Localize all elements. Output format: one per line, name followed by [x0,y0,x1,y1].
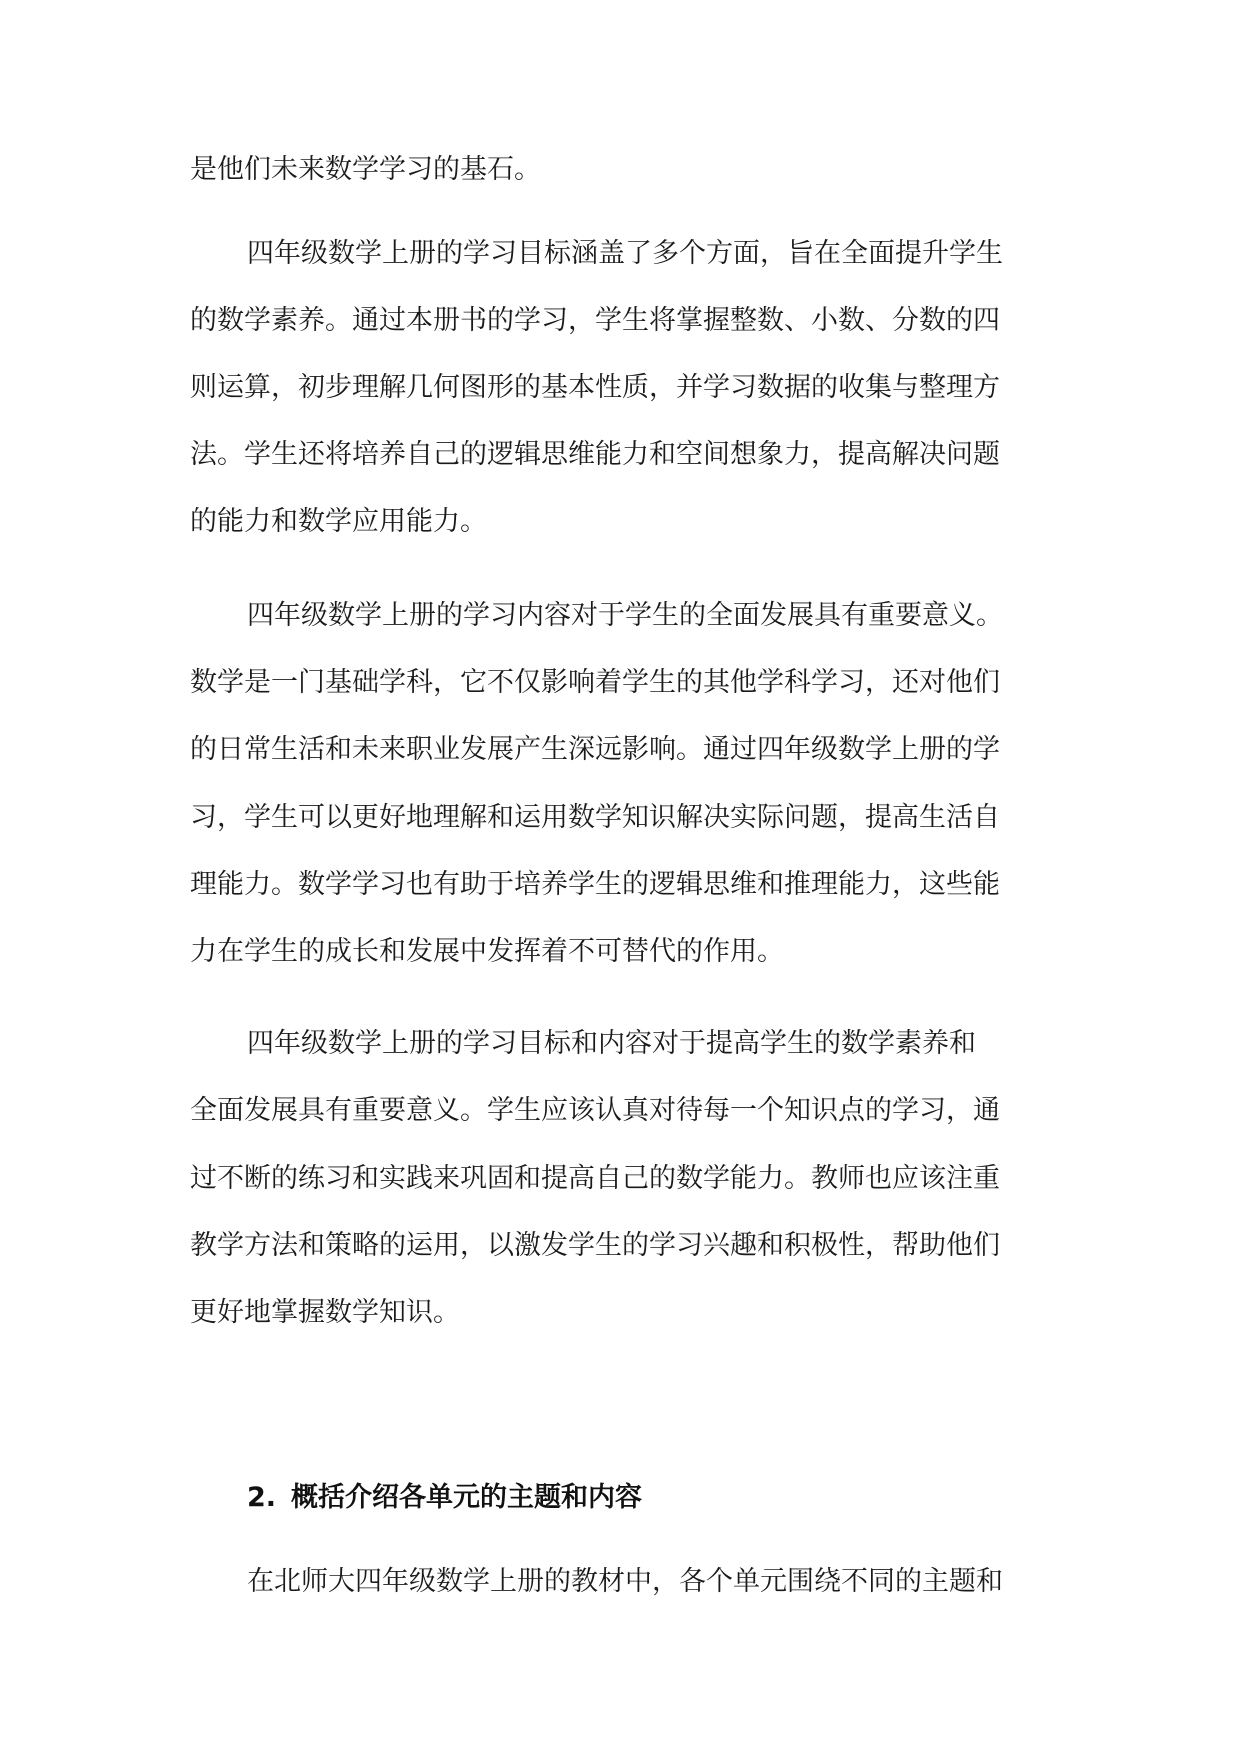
paragraph-line: 在北师大四年级数学上册的教材中，各个单元围绕不同的主题和 [247,1566,1003,1597]
paragraph-line: 四年级数学上册的学习目标和内容对于提高学生的数学素养和 [247,1028,976,1059]
paragraph-line: 教学方法和策略的运用，以激发学生的学习兴趣和积极性，帮助他们 [190,1230,1000,1261]
paragraph-line: 理能力。数学学习也有助于培养学生的逻辑思维和推理能力，这些能 [190,869,1000,900]
paragraph-line: 力在学生的成长和发展中发挥着不可替代的作用。 [190,936,784,967]
paragraph-line: 法。学生还将培养自己的逻辑思维能力和空间想象力，提高解决问题 [190,439,1000,470]
paragraph-line: 四年级数学上册的学习目标涵盖了多个方面，旨在全面提升学生 [247,238,1003,269]
paragraph-line: 的日常生活和未来职业发展产生深远影响。通过四年级数学上册的学 [190,734,1000,765]
paragraph-line: 四年级数学上册的学习内容对于学生的全面发展具有重要意义。 [247,600,1003,631]
paragraph-line: 过不断的练习和实践来巩固和提高自己的数学能力。教师也应该注重 [190,1163,1000,1194]
section-heading [247,1480,642,1516]
section-title: 概括介绍各单元的主题和内容 [291,1482,642,1513]
paragraph-line: 习，学生可以更好地理解和运用数学知识解决实际问题，提高生活自 [190,802,1000,833]
paragraph-line: 的能力和数学应用能力。 [190,506,487,537]
paragraph-line: 则运算，初步理解几何图形的基本性质，并学习数据的收集与整理方 [190,372,1000,403]
section-number: 2. [247,1482,277,1513]
paragraph-line: 更好地掌握数学知识。 [190,1297,460,1328]
paragraph-line: 数学是一门基础学科，它不仅影响着学生的其他学科学习，还对他们 [190,667,1000,698]
paragraph-line: 的数学素养。通过本册书的学习，学生将掌握整数、小数、分数的四 [190,305,1000,336]
paragraph-line: 全面发展具有重要意义。学生应该认真对待每一个知识点的学习，通 [190,1095,1000,1126]
paragraph-line: 是他们未来数学学习的基石。 [190,154,541,185]
